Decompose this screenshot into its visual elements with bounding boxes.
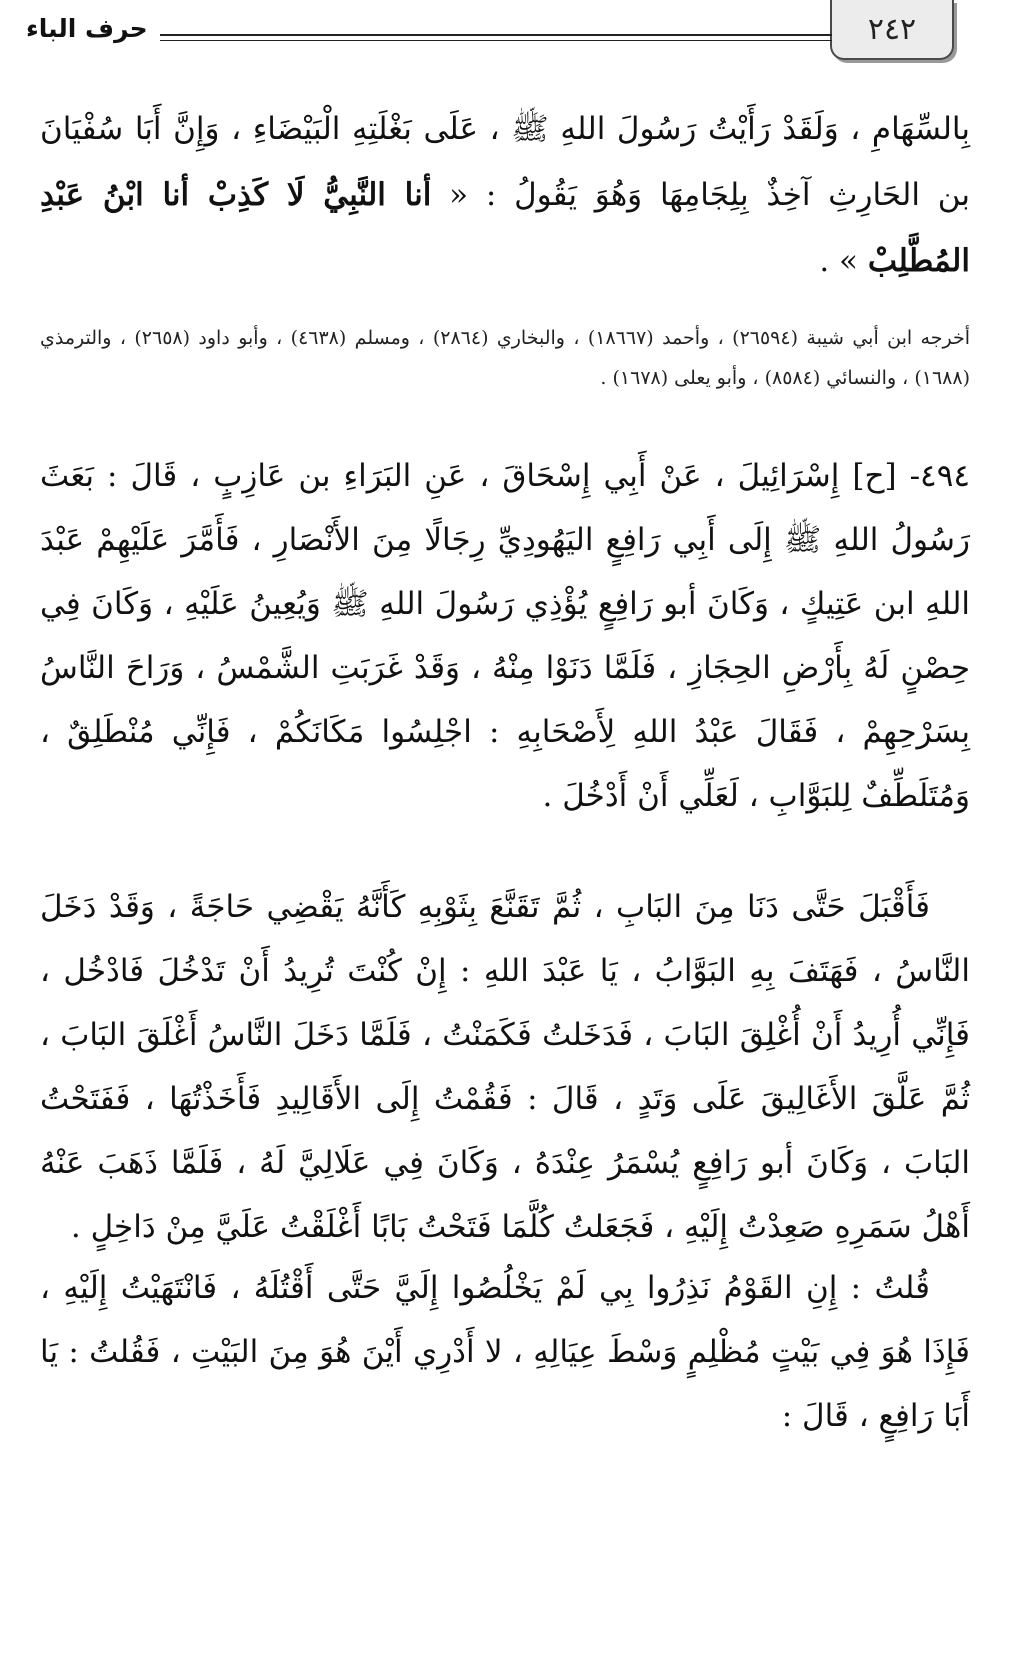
- hadith-text: بِالسِّهَامِ ، وَلَقَدْ رَأَيْتُ رَسُولَ اللهِ ﷺ ، عَلَى بَغْلَتِهِ الْبَيْضَاءِ ، وَإِنَّ أَبَا سُفْيَانَ بن الحَارِثِ آخِذٌ بِلِجَامِهَا وَهُوَ يَقُولُ : «: [40, 111, 970, 213]
- hadith-494-paragraph-3: [40, 1256, 970, 1448]
- chapter-title: حرف الباء: [26, 14, 148, 43]
- continued-hadith-paragraph: [40, 96, 970, 294]
- footnote-line-2: داود (٢٦٥٨) ، والترمذي (١٦٨٨) ، والنسائي (٨٥٨٤) ، وأبو يعلى (١٦٧٨) .: [40, 327, 970, 389]
- hadith-494-paragraph-2: [40, 875, 970, 1259]
- header-rule-thin: [160, 40, 832, 41]
- hadith-text-end: » .: [819, 243, 868, 279]
- page-number: ٢٤٢: [830, 0, 954, 60]
- hadith-quote-bold: أنا النَّبِيُّ لَا كَذِبْ أنا ابْنُ عَبْدِ المُطَّلِبْ: [40, 177, 970, 279]
- header-rule: [160, 34, 832, 36]
- footnote-line-1: أخرجه ابن أبي شيبة (٢٦٥٩٤) ، وأحمد (١٨٦٦٧) ، والبخاري (٢٨٦٤) ، ومسلم (٤٦٣٨) ، وأبو: [238, 327, 970, 349]
- paragraph-3-text: قُلتُ : إِنِ القَوْمُ نَذِرُوا بِي لَمْ يَخْلُصُوا إِلَيَّ حَتَّى أَقْتُلَهُ ، فَانْتَهَيْتُ إِلَيْهِ ، فَإِذَا هُوَ فِي بَيْتٍ مُظْلِمٍ وَسْطَ عِيَالِهِ ، لا أَدْرِي أَيْنَ هُوَ مِنَ البَيْتِ ، فَقُلتُ : يَا أَبَا رَافِعٍ ، قَالَ :: [40, 1270, 970, 1434]
- hadith-494-text: ٤٩٤- [ح] إِسْرَائِيلَ ، عَنْ أَبِي إِسْحَاقَ ، عَنِ البَرَاءِ بن عَازِبٍ ، قَالَ : بَعَثَ رَسُولُ اللهِ ﷺ إِلَى أَبِي رَافِعٍ اليَهُودِيِّ رِجَالًا مِنَ الأَنْصَارِ ، فَأَمَّرَ عَلَيْهِمْ عَبْدَ اللهِ ابن عَتِيكٍ ، وَكَانَ أبو رَافِعٍ يُؤْذِي رَسُولَ اللهِ ﷺ وَيُعِينُ عَلَيْهِ ، وَكَانَ فِي حِصْنٍ لَهُ بِأَرْضِ الحِجَازِ ، فَلَمَّا دَنَوْا مِنْهُ ، وَقَدْ غَرَبَتِ الشَّمْسُ ، وَرَاحَ النَّاسُ بِسَرْحِهِمْ ، فَقَالَ عَبْدُ اللهِ لِأَصْحَابِهِ : اجْلِسُوا مَكَانَكُمْ ، فَإِنِّي مُنْطَلِقٌ ، وَمُتَلَطِّفٌ لِلبَوَّابِ ، لَعَلِّي أَنْ أَدْخُلَ .: [40, 458, 970, 814]
- paragraph-2-text: فَأَقْبَلَ حَتَّى دَنَا مِنَ البَابِ ، ثُمَّ تَقَنَّعَ بِثَوْبِهِ كَأَنَّهُ يَقْضِي حَاجَةً ، وَقَدْ دَخَلَ النَّاسُ ، فَهَتَفَ بِهِ البَوَّابُ ، يَا عَبْدَ اللهِ : إِنْ كُنْتَ تُرِيدُ أَنْ تَدْخُلَ فَادْخُل ، فَإِنِّي أُرِيدُ أَنْ أُغْلِقَ البَابَ ، فَدَخَلتُ فَكَمَنْتُ ، فَلَمَّا دَخَلَ النَّاسُ أَغْلَقَ البَابَ ، ثُمَّ عَلَّقَ الأَغَالِيقَ عَلَى وَتَدٍ ، قَالَ : فَقُمْتُ إِلَى الأَقَالِيدِ فَأَخَذْتُهَا ، فَفَتَحْتُ البَابَ ، وَكَانَ أبو رَافِعٍ يُسْمَرُ عِنْدَهُ ، وَكَانَ فِي عَلَالِيَّ لَهُ ، فَلَمَّا ذَهَبَ عَنْهُ أَهْلُ سَمَرِهِ صَعِدْتُ إِلَيْهِ ، فَجَعَلتُ كُلَّمَا فَتَحْتُ بَابًا أَغْلَقْتُ عَلَيَّ مِنْ دَاخِلٍ .: [40, 889, 970, 1245]
- takhrij-footnote: [40, 318, 970, 398]
- hadith-494-paragraph: [40, 444, 970, 828]
- page-header: [0, 0, 1010, 90]
